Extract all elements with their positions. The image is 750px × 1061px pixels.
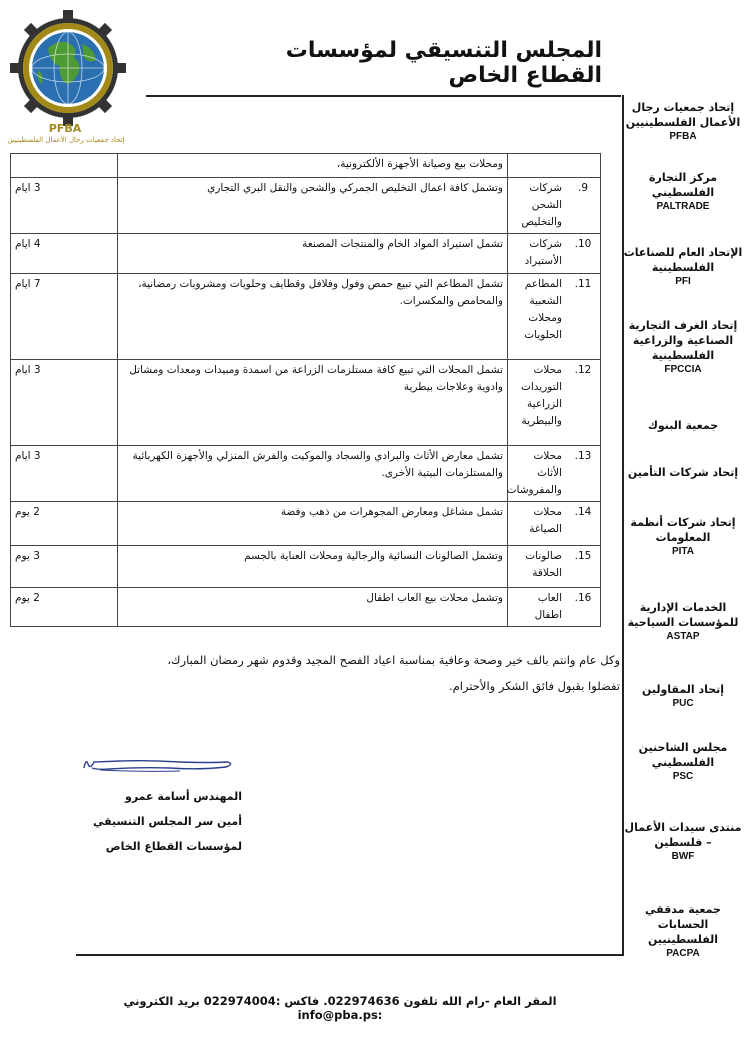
closing-line: تفضلوا بقبول فائق الشكر والأحترام. xyxy=(449,679,620,693)
closure-days xyxy=(11,446,118,502)
member-abbr: FPCCIA xyxy=(664,364,702,375)
days-value: 4 ايام xyxy=(15,238,41,250)
days-value: 3 ايام xyxy=(15,450,41,462)
sector-desc: تشمل المطاعم التي تبيع حمص وفول وفلافل وقطايف وحلويات ومشروبات رمضانية، والمحامص والمكسرات. xyxy=(118,274,508,360)
sector-name: محلات التوريدات الزراعية والبيطرية xyxy=(508,360,567,446)
member-name: الإتحاد العام للصناعات الفلسطينية xyxy=(623,246,743,274)
footer-divider xyxy=(76,954,624,956)
sector-desc: وتشمل الصالونات النسائية والرجالية ومحلات العناية بالجسم xyxy=(118,546,508,588)
sector-desc: تشمل استيراد المواد الخام والمنتجات المصنعة xyxy=(118,234,508,274)
table-cell xyxy=(566,154,601,178)
signatory-name: المهندس أسامة عمرو xyxy=(125,790,242,803)
closure-days xyxy=(11,274,118,360)
days-value: 2 يوم xyxy=(15,592,40,604)
member-abbr: PFBA xyxy=(669,131,697,142)
sectors-table xyxy=(10,153,601,627)
member-item xyxy=(622,245,744,289)
days-value: 3 يوم xyxy=(15,550,40,562)
row-number: 15. xyxy=(566,546,601,588)
table-row xyxy=(11,178,601,234)
member-name: إتحاد شركات التأمين xyxy=(627,466,739,479)
row-number: 16. xyxy=(566,588,601,627)
member-name: إتحاد شركات أنظمة المعلومات xyxy=(630,516,736,544)
closure-days xyxy=(11,546,118,588)
member-item xyxy=(622,820,744,864)
table-row xyxy=(11,274,601,360)
closure-days xyxy=(11,588,118,627)
member-item xyxy=(622,100,744,144)
member-abbr: PALTRADE xyxy=(656,201,710,212)
sector-name: صالونات الحلاقة xyxy=(508,546,567,588)
closure-days xyxy=(11,502,118,546)
closure-days xyxy=(11,234,118,274)
table-row xyxy=(11,502,601,546)
table-row xyxy=(11,588,601,627)
table-cell: ومحلات بيع وصيانة الأجهزة الألكترونية، xyxy=(118,154,508,178)
sector-desc: تشمل مشاغل ومعارض المجوهرات من ذهب وفضة xyxy=(118,502,508,546)
logo-subtitle: إتحاد جمعيات رجال الأعمال الفلسطينيين xyxy=(7,136,125,144)
table-row xyxy=(11,546,601,588)
row-number: 12. xyxy=(566,360,601,446)
table-row xyxy=(11,234,601,274)
member-name: منتدى سيدات الأعمال – فلسطين xyxy=(624,821,742,849)
member-abbr: PITA xyxy=(671,546,695,557)
table-cell xyxy=(11,154,118,178)
sector-desc: تشمل المحلات التي تبيع كافة مستلزمات الزراعة من اسمدة ومبيدات ومعدات ومشاتل وادوية وعلاجات بيطرية xyxy=(118,360,508,446)
table-cell xyxy=(508,154,567,178)
header-divider xyxy=(146,95,621,97)
member-item xyxy=(622,600,744,644)
closing-text xyxy=(100,647,620,699)
member-item xyxy=(622,170,744,214)
table-row xyxy=(11,446,601,502)
member-abbr: PACPA xyxy=(666,948,700,959)
sector-name: محلات الصياغة xyxy=(508,502,567,546)
member-item xyxy=(622,418,744,433)
globe-gear-logo-icon xyxy=(8,8,128,133)
member-item xyxy=(622,515,744,559)
sector-name: محلات الأثاث والمفروشات xyxy=(508,446,567,502)
logo-word: PFBA xyxy=(48,122,82,135)
footer-address: المقر العام -رام الله تلفون 022974636. فاكس :022974004 بريد الكتروني :info@pba.ps xyxy=(123,994,557,1022)
days-value: 2 يوم xyxy=(15,506,40,518)
table-row xyxy=(11,154,601,178)
page-title: المجلس التنسيقي لمؤسسات القطاع الخاص xyxy=(285,38,602,88)
sector-desc: تشمل معارض الأثاث والبرادي والسجاد والموكيت والفرش المنزلي والأجهزة الكهربائية والمستلزمات البيتية الأخرى. xyxy=(118,446,508,502)
closure-days xyxy=(11,178,118,234)
member-abbr: PUC xyxy=(672,698,694,709)
closing-line: وكل عام وانتم بالف خير وصحة وعافية بمناسبة اعياد الفصح المجيد وقدوم شهر رمضان المبارك، xyxy=(167,653,620,667)
member-name: جمعية البنوك xyxy=(647,419,719,432)
row-number: 13. xyxy=(566,446,601,502)
signatory-role: أمين سر المجلس التنسيقي xyxy=(93,815,242,828)
days-value: 3 ايام xyxy=(15,364,41,376)
sector-name: المطاعم الشعبية ومحلات الحلويات xyxy=(508,274,567,360)
member-name: جمعية مدققي الحسابات الفلسطينيين xyxy=(645,903,721,946)
closure-days xyxy=(11,360,118,446)
row-number: 9. xyxy=(566,178,601,234)
sector-name: العاب اطفال xyxy=(508,588,567,627)
member-abbr: PFI xyxy=(675,276,691,287)
member-abbr: ASTAP xyxy=(666,631,700,642)
member-name: مركز التجارة الفلسطيني xyxy=(649,171,717,199)
sector-desc: وتشمل محلات بيع العاب اطفال xyxy=(118,588,508,627)
member-name: إتحاد المقاولين xyxy=(641,683,725,696)
row-number: 11. xyxy=(566,274,601,360)
signature-icon xyxy=(80,750,240,780)
member-item xyxy=(622,682,744,711)
sector-name: شركات الأستيراد xyxy=(508,234,567,274)
member-name: إتحاد جمعيات رجال الأعمال الفلسطينيين xyxy=(625,101,741,129)
days-value: 3 ايام xyxy=(15,182,41,194)
table-row xyxy=(11,360,601,446)
member-item xyxy=(622,465,744,480)
row-number: 10. xyxy=(566,234,601,274)
sector-name: شركات الشحن والتخليص xyxy=(508,178,567,234)
member-abbr: BWF xyxy=(671,851,695,862)
member-item xyxy=(622,902,744,961)
member-item xyxy=(622,740,744,784)
member-abbr: PSC xyxy=(672,771,694,782)
signatory-block xyxy=(82,784,242,859)
row-number: 14. xyxy=(566,502,601,546)
signatory-org: لمؤسسات القطاع الخاص xyxy=(105,840,242,853)
sector-desc: وتشمل كافة اعمال التخليص الجمركي والشحن والنقل البري التجاري xyxy=(118,178,508,234)
member-name: إتحاد الغرف التجارية الصناعية والزراعية الفلسطينية xyxy=(628,319,738,362)
member-name: الخدمات الإدارية للمؤسسات السياحية xyxy=(627,601,739,629)
days-value: 7 ايام xyxy=(15,278,41,290)
member-item xyxy=(622,318,744,377)
member-name: مجلس الشاحنين الفلسطيني xyxy=(638,741,728,769)
